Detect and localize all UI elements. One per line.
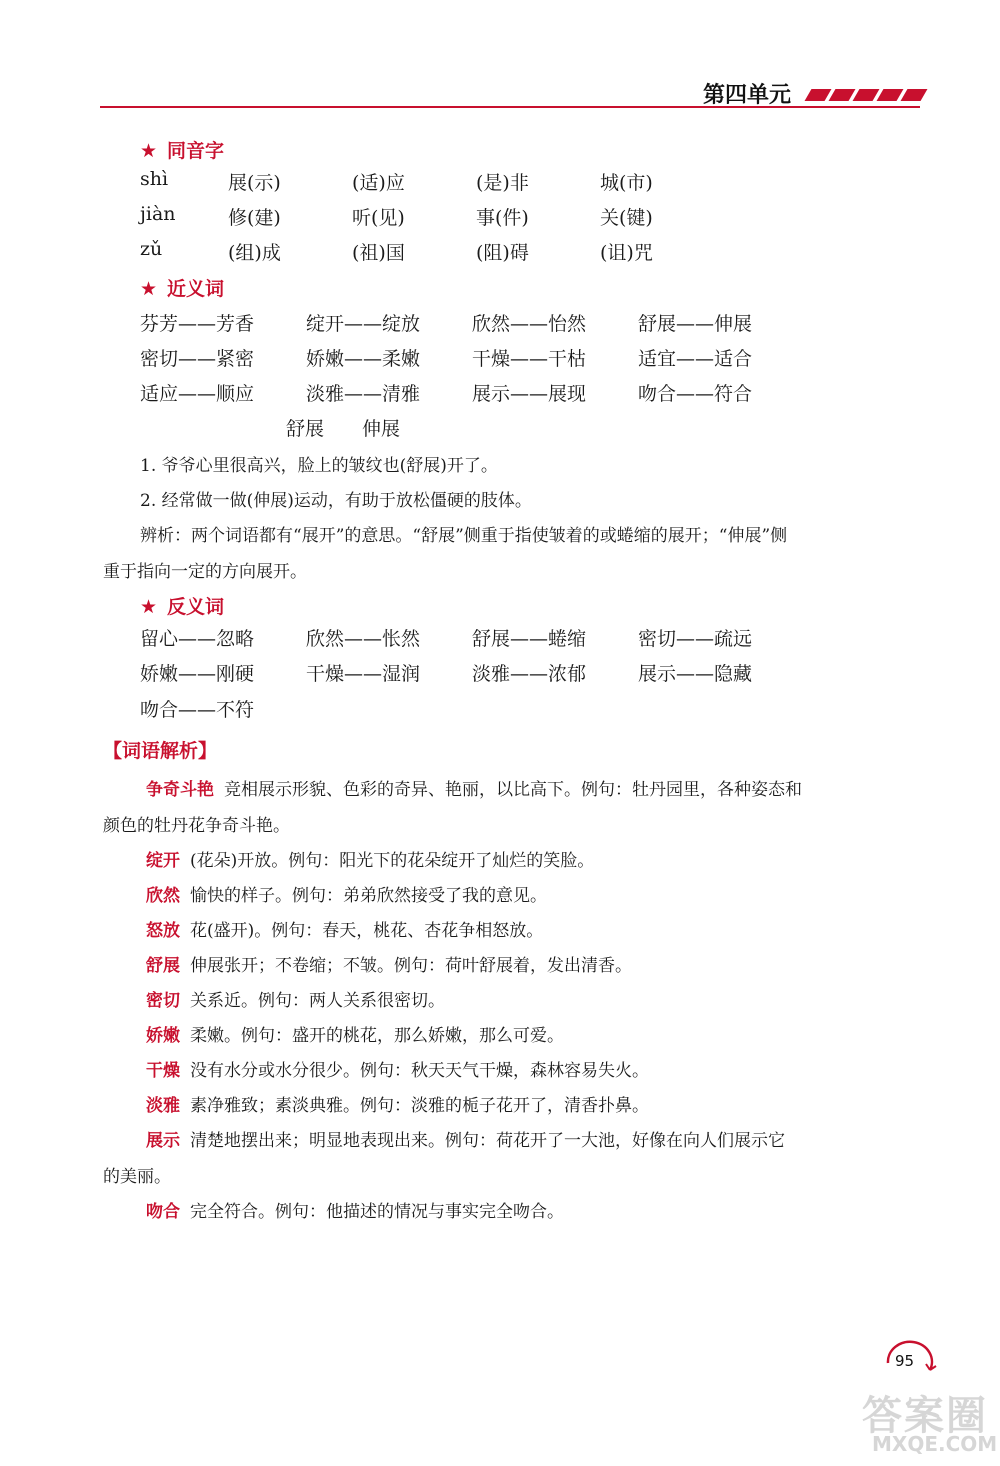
example-sentence: 1. 爷爷心里很高兴，脸上的皱纹也(舒展)开了。 — [140, 456, 498, 476]
section-homophones: ★ 同音字 — [140, 140, 225, 162]
definition-entry: 淡雅 素净雅致；素淡典雅。例句：淡雅的栀子花开了，清香扑鼻。 — [146, 1096, 649, 1116]
definition-entry: 绽开 (花朵)开放。例句：阳光下的花朵绽开了灿烂的笑脸。 — [146, 851, 595, 871]
definition-entry: 展示 清楚地摆出来；明显地表现出来。例句：荷花开了一大池，好像在向人们展示它 — [146, 1131, 785, 1151]
analysis-text: 辨析：两个词语都有“展开”的意思。“舒展”侧重于指使皱着的或蜷缩的展开；“伸展”侧 — [140, 526, 788, 546]
watermark-logo: 答案圈 — [862, 1393, 988, 1439]
definition-entry: 争奇斗艳 竞相展示形貌、色彩的奇异、艳丽，以比高下。例句：牡丹园里，各种姿态和 — [146, 780, 802, 800]
section-antonyms: ★ 反义词 — [140, 596, 225, 618]
definition-entry: 舒展 伸展张开；不卷缩；不皱。例句：荷叶舒展着，发出清香。 — [146, 956, 632, 976]
analysis-text: 重于指向一定的方向展开。 — [103, 562, 307, 582]
definition-continuation: 的美丽。 — [103, 1167, 171, 1187]
example-sentence: 2. 经常做一做(伸展)运动，有助于放松僵硬的肢体。 — [140, 491, 532, 511]
definition-entry: 干燥 没有水分或水分很少。例句：秋天天气干燥，森林容易失火。 — [146, 1061, 649, 1081]
definition-entry: 吻合 完全符合。例句：他描述的情况与事实完全吻合。 — [146, 1202, 564, 1222]
definition-entry: 怒放 花(盛开)。例句：春天，桃花、杏花争相怒放。 — [146, 921, 544, 941]
page-number: 95 — [895, 1352, 915, 1370]
header-rule — [100, 106, 920, 108]
definition-continuation: 颜色的牡丹花争奇斗艳。 — [103, 816, 290, 836]
definition-entry: 密切 关系近。例句：两人关系很密切。 — [146, 991, 445, 1011]
star-icon: ★ — [140, 278, 158, 300]
star-icon: ★ — [140, 140, 158, 162]
definition-entry: 娇嫩 柔嫩。例句：盛开的桃花，那么娇嫩，那么可爱。 — [146, 1026, 564, 1046]
unit-title: 第四单元 — [703, 83, 792, 108]
watermark-url: MXQE.COM — [872, 1432, 998, 1456]
star-icon: ★ — [140, 596, 158, 618]
definition-entry: 欣然 愉快的样子。例句：弟弟欣然接受了我的意见。 — [146, 886, 547, 906]
word-analysis-title: 【词语解析】 — [103, 740, 218, 762]
section-synonyms: ★ 近义词 — [140, 278, 225, 300]
